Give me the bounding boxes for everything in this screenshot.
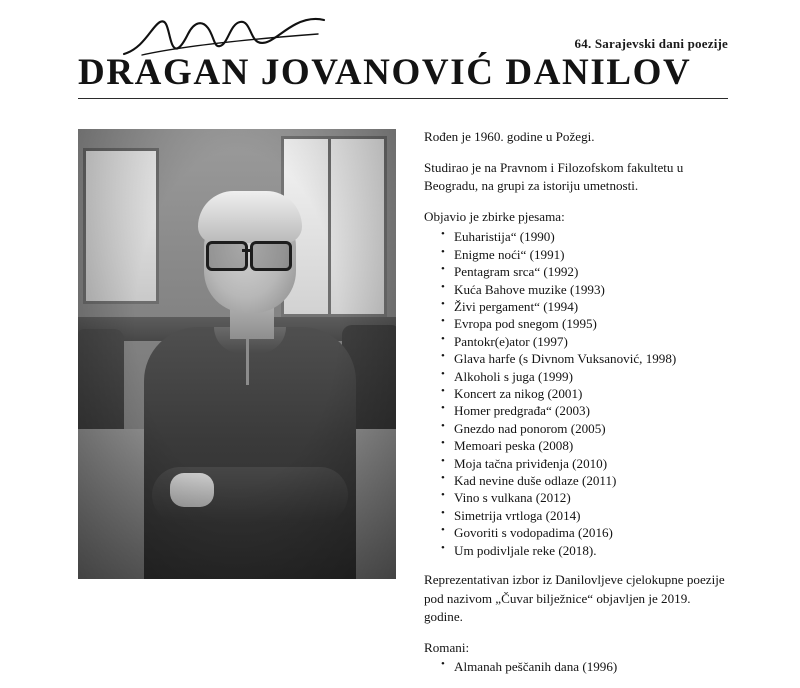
poetry-selection: Reprezentativan izbor iz Danilovljeve cjelokupne poezije pod nazivom „Čuvar bilježnice“ objavljen je 2019. godine. (424, 572, 725, 625)
event-title: 64. Sarajevski dani poezije (574, 36, 728, 51)
list-item: • Homer predgrađa“ (2003) (454, 402, 729, 419)
list-item: • Memoari peska (2008) (454, 437, 729, 454)
novel-list (424, 658, 729, 675)
list-item: • Euharistija“ (1990) (454, 228, 729, 245)
header-divider (78, 98, 728, 99)
list-item: • Enigme noći“ (1991) (454, 246, 729, 263)
list-item: • Alkoholi s juga (1999) (454, 368, 729, 385)
page-header (78, 18, 728, 99)
list-item: • Govoriti s vodopadima (2016) (454, 524, 729, 541)
list-item: • Koncert za nikog (2001) (454, 385, 729, 402)
list-item: • Simetrija vrtloga (2014) (454, 507, 729, 524)
list-item: • Živi pergament“ (1994) (454, 298, 729, 315)
novels-label: Romani: (424, 639, 470, 655)
bio-birth: Rođen je 1960. godine u Požegi. (424, 129, 595, 144)
list-item: • Almanah peščanih dana (1996) (454, 658, 729, 675)
list-item: • Pantokr(e)ator (1997) (454, 333, 729, 350)
poetry-book-list (424, 228, 729, 559)
portrait-image (78, 129, 396, 579)
list-item: • Moja tačna priviđenja (2010) (454, 455, 729, 472)
bio-education: Studirao je na Pravnom i Filozofskom fakultetu u Beogradu, na grupi za istoriju umetnosti. (424, 159, 684, 194)
author-portrait (78, 129, 396, 579)
poetry-intro: Objavio je zbirke pjesama: (424, 208, 565, 224)
list-item: • Gnezdo nad ponorom (2005) (454, 420, 729, 437)
list-item: • Glava harfe (s Divnom Vuksanović, 1998) (454, 350, 729, 367)
list-item: • Kuća Bahove muzike (1993) (454, 281, 729, 298)
list-item: • Pentagram srca“ (1992) (454, 263, 729, 280)
list-item: • Kad nevine duše odlaze (2011) (454, 472, 729, 489)
list-item: • Um podivljale reke (2018). (454, 542, 729, 559)
biography-column (424, 128, 729, 688)
list-item: • Evropa pod snegom (1995) (454, 315, 729, 332)
list-item: • Vino s vulkana (2012) (454, 489, 729, 506)
page-title: DRAGAN JOVANOVIĆ DANILOV (78, 52, 692, 93)
